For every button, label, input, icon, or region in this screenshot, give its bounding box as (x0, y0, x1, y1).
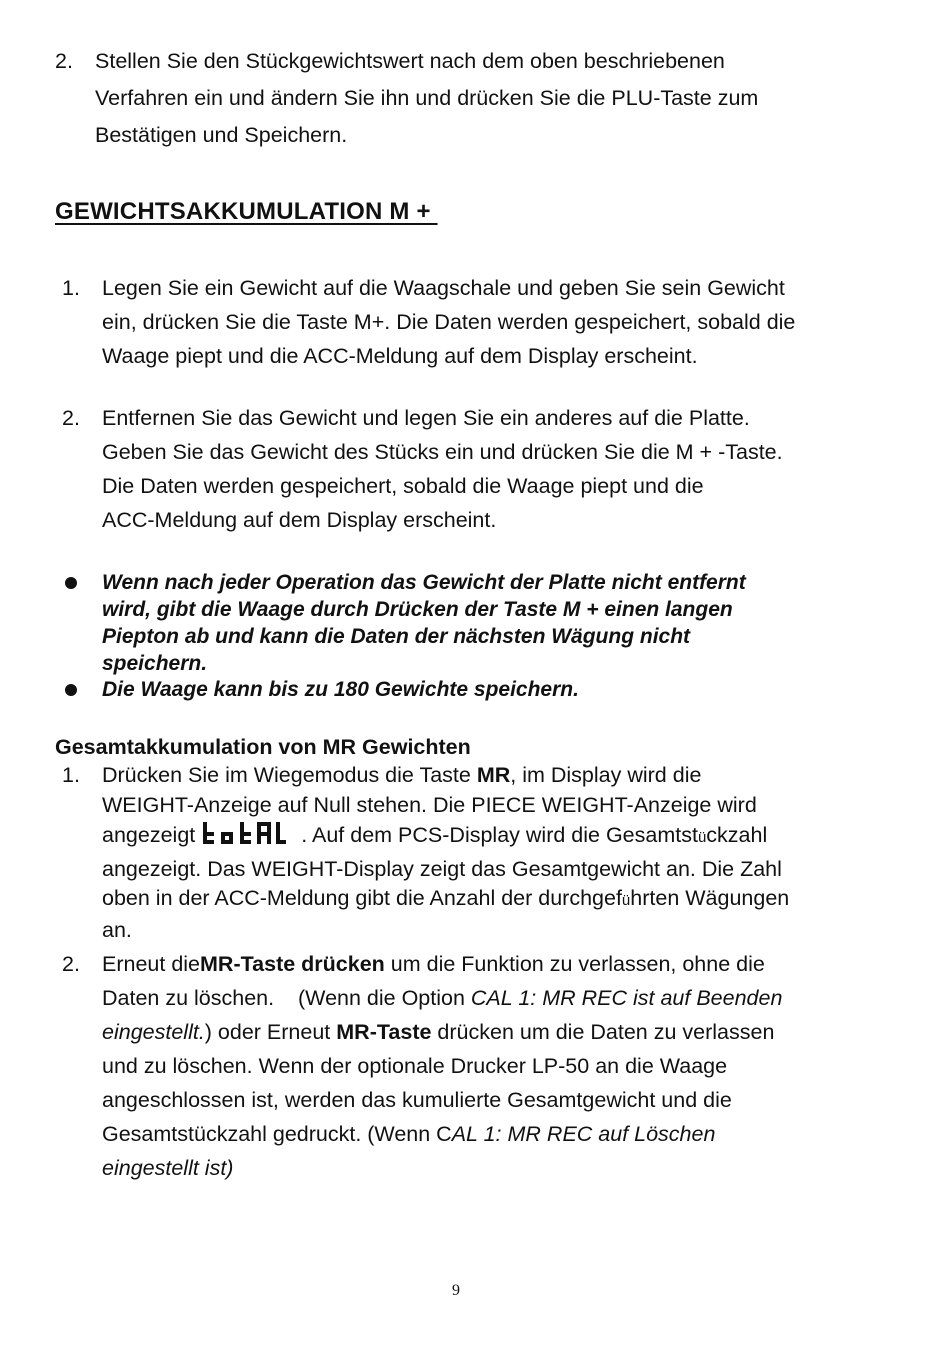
text-line (102, 1117, 902, 1151)
text-run: MR-Taste (336, 1020, 432, 1044)
text-run: ckzahl (706, 823, 768, 847)
subsection-heading: Gesamtakkumulation von MR Gewichten (55, 735, 471, 759)
text-run: MR (476, 763, 511, 787)
text-line (102, 884, 902, 916)
text-line: ACC-Meldung auf dem Display erscheint. (102, 508, 497, 532)
text-line: und zu löschen. Wenn der optionale Drucker LP-50 an die Waage (102, 1054, 728, 1078)
text-line: Wenn nach jeder Operation das Gewicht der Platte nicht entfernt (102, 571, 746, 594)
list-number: 2. (55, 49, 73, 73)
text-run: ) oder Erneut (204, 1020, 337, 1044)
text-run: hrten Wägungen (630, 886, 790, 910)
text-run: , im Display wird die (510, 763, 702, 787)
text-line (102, 1015, 902, 1049)
list-item (102, 271, 902, 373)
text-line: Bestätigen und Speichern. (95, 123, 348, 147)
list-number: 1. (62, 276, 80, 300)
lcd-display-icon (201, 820, 287, 855)
note-item (102, 676, 902, 703)
text-line: Stellen Sie den Stückgewichtswert nach dem oben beschriebenen (95, 49, 725, 73)
list-number: 2. (62, 952, 80, 976)
text-line (102, 820, 902, 855)
text-line: Waage piept und die ACC-Meldung auf dem Display erscheint. (102, 344, 698, 368)
text-line: an. (102, 917, 132, 942)
list-item (102, 401, 902, 537)
text-line: ein, drücken Sie die Taste M+. Die Daten werden gespeichert, sobald die (102, 310, 796, 334)
text-run: drücken um die Daten zu verlassen (431, 1020, 775, 1044)
text-line: Die Waage kann bis zu 180 Gewichte speichern. (102, 678, 579, 701)
text-line: WEIGHT-Anzeige auf Null stehen. Die PIECE WEIGHT-Anzeige wird (102, 792, 757, 817)
text-run: . Auf dem PCS-Display wird die Gesamtst (301, 823, 698, 847)
bullet-icon (65, 577, 77, 589)
text-run: Erneut die (102, 952, 201, 976)
top-item-text (95, 44, 895, 152)
text-run: um die Funktion zu verlassen, ohne die (384, 952, 765, 976)
bullet-icon (65, 684, 77, 696)
text-line (102, 761, 902, 791)
text-line (102, 947, 902, 981)
text-run: AL 1: MR REC auf Löschen (451, 1122, 716, 1146)
text-run: Daten zu löschen. (Wenn die Option (102, 986, 471, 1010)
text-line: angezeigt. Das WEIGHT-Display zeigt das Gesamtgewicht an. Die Zahl (102, 856, 782, 881)
text-line: wird, gibt die Waage durch Drücken der Taste M + einen langen (102, 598, 733, 621)
text-line: Legen Sie ein Gewicht auf die Waagschale und geben Sie sein Gewicht (102, 276, 785, 300)
text-run: CAL 1: MR REC ist auf Beenden (470, 986, 783, 1010)
text-run: Gesamtstückzahl gedruckt. (Wenn C (102, 1122, 452, 1146)
text-run: MR-Taste drücken (200, 952, 385, 976)
text-line: angeschlossen ist, werden das kumulierte Gesamtgewicht und die (102, 1088, 732, 1112)
text-run: eingestellt. (102, 1020, 205, 1044)
note-item (102, 569, 902, 677)
section-heading: GEWICHTSAKKUMULATION M + (55, 198, 438, 225)
text-run: angezeigt (102, 823, 196, 847)
text-run: oben in der ACC-Meldung gibt die Anzahl der durchgef (102, 886, 622, 910)
text-run: Drücken Sie im Wiegemodus die Taste (102, 763, 477, 787)
text-line: eingestellt ist) (102, 1156, 234, 1180)
text-line (102, 981, 902, 1015)
list-number: 1. (62, 763, 80, 787)
page-number: 9 (452, 1282, 460, 1299)
text-line: Piepton ab und kann die Daten der nächsten Wägung nicht (102, 625, 691, 648)
text-line: speichern. (102, 652, 208, 675)
text-line: Entfernen Sie das Gewicht und legen Sie ein anderes auf die Platte. (102, 406, 750, 430)
text-run: ü (621, 892, 631, 909)
list-item (102, 947, 902, 1185)
text-line: Geben Sie das Gewicht des Stücks ein und drücken Sie die M + -Taste. (102, 440, 783, 464)
text-line: Die Daten werden gespeichert, sobald die Waage piept und die (102, 474, 704, 498)
text-run: ü (697, 829, 707, 846)
list-number: 2. (62, 406, 80, 430)
list-item (102, 761, 902, 945)
text-line: Verfahren ein und ändern Sie ihn und drücken Sie die PLU-Taste zum (95, 86, 759, 110)
